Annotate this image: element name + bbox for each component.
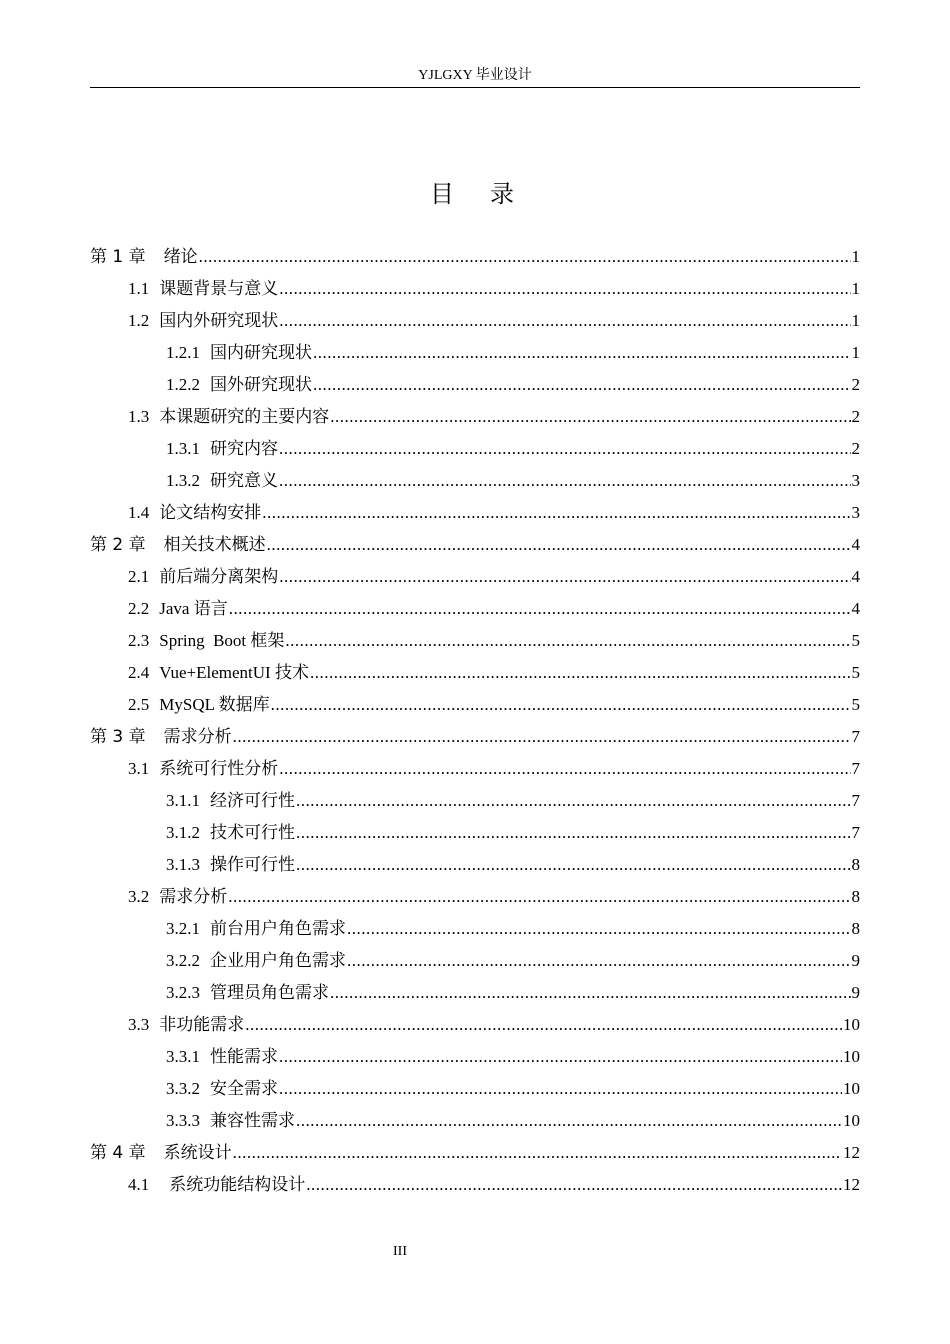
toc-section-entry[interactable] <box>90 465 860 497</box>
toc-entry-page-number: 12 <box>843 1143 860 1162</box>
toc-entry-label: 绪论 <box>163 247 198 267</box>
toc-entry-page-number: 10 <box>843 1047 860 1066</box>
toc-entry-label: Java 语言 <box>159 599 228 618</box>
toc-entry-page-number: 2 <box>851 439 860 458</box>
toc-dot-leader <box>279 273 850 305</box>
toc-entry-page-number: 9 <box>851 951 860 970</box>
toc-entry-number: 1.1 <box>128 279 150 298</box>
toc-dot-leader <box>233 1137 842 1169</box>
toc-entry-label: 管理员角色需求 <box>210 983 329 1002</box>
toc-dot-leader <box>271 689 851 721</box>
toc-entry-number: 第 2 章 <box>90 535 146 555</box>
toc-entry-page-number: 1 <box>851 311 860 330</box>
toc-entry-number: 3.3.2 <box>166 1079 200 1098</box>
toc-entry-page-number: 8 <box>851 887 860 906</box>
toc-entry-page-number: 4 <box>851 599 860 618</box>
toc-entry-number: 3.3.1 <box>166 1047 200 1066</box>
toc-entry-page-number: 12 <box>843 1175 860 1194</box>
toc-dot-leader <box>267 529 851 561</box>
toc-dot-leader <box>296 817 851 849</box>
toc-entry-label: 国外研究现状 <box>210 375 312 394</box>
toc-dot-leader <box>279 305 850 337</box>
toc-entry-label: 需求分析 <box>159 887 228 906</box>
toc-entry-number: 3.1.2 <box>166 823 200 842</box>
toc-chapter-entry[interactable] <box>90 1137 860 1169</box>
toc-entry-label: 本课题研究的主要内容 <box>159 407 330 426</box>
toc-entry-label: 相关技术概述 <box>163 535 266 555</box>
toc-entry-label: Spring Boot 框架 <box>159 631 285 650</box>
toc-entry-number: 1.2 <box>128 311 150 330</box>
toc-entry-page-number: 2 <box>851 407 860 426</box>
toc-entry-label: 安全需求 <box>210 1079 278 1098</box>
toc-entry-page-number: 1 <box>851 279 860 298</box>
toc-entry-number: 第 3 章 <box>90 727 146 747</box>
toc-entry-label: Vue+ElementUI 技术 <box>159 663 309 682</box>
toc-chapter-entry[interactable] <box>90 721 860 753</box>
toc-section-entry[interactable] <box>90 625 860 657</box>
toc-section-entry[interactable] <box>90 849 860 881</box>
page-number-footer: III <box>393 1244 407 1259</box>
toc-entry-label: 前后端分离架构 <box>159 567 279 586</box>
toc-dot-leader <box>310 657 851 689</box>
toc-section-entry[interactable] <box>90 401 860 433</box>
toc-entry-label: 兼容性需求 <box>210 1111 295 1130</box>
toc-entry-page-number: 3 <box>851 503 860 522</box>
toc-section-entry[interactable] <box>90 305 860 337</box>
toc-entry-label: 前台用户角色需求 <box>210 919 346 938</box>
toc-entry-number: 3.3.3 <box>166 1111 200 1130</box>
toc-entry-page-number: 7 <box>851 727 860 746</box>
table-of-contents <box>90 241 860 1201</box>
toc-dot-leader <box>330 977 851 1009</box>
toc-dot-leader <box>279 465 851 497</box>
toc-entry-page-number: 4 <box>851 535 860 554</box>
toc-entry-page-number: 9 <box>851 983 860 1002</box>
toc-dot-leader <box>296 849 851 881</box>
toc-dot-leader <box>229 593 851 625</box>
toc-entry-number: 1.2.1 <box>166 343 200 362</box>
toc-entry-label: 国内研究现状 <box>210 343 312 362</box>
toc-section-entry[interactable] <box>90 753 860 785</box>
toc-entry-label: 经济可行性 <box>210 791 295 810</box>
toc-section-entry[interactable] <box>90 817 860 849</box>
toc-entry-page-number: 10 <box>843 1079 860 1098</box>
toc-chapter-entry[interactable] <box>90 529 860 561</box>
toc-entry-number: 2.1 <box>128 567 150 586</box>
toc-section-entry[interactable] <box>90 1169 860 1201</box>
toc-entry-label: 系统可行性分析 <box>159 759 279 778</box>
page-header: YJLGXY 毕业设计 <box>90 66 860 88</box>
toc-entry-number: 3.1.3 <box>166 855 200 874</box>
toc-dot-leader <box>245 1009 842 1041</box>
toc-entry-label: 系统功能结构设计 <box>169 1175 306 1194</box>
toc-entry-number: 第 1 章 <box>90 247 146 267</box>
toc-entry-number: 1.2.2 <box>166 375 200 394</box>
toc-dot-leader <box>262 497 850 529</box>
toc-section-entry[interactable] <box>90 369 860 401</box>
toc-entry-number: 3.1 <box>128 759 150 778</box>
toc-dot-leader <box>330 401 850 433</box>
toc-entry-number: 3.2 <box>128 887 150 906</box>
toc-entry-number: 3.3 <box>128 1015 150 1034</box>
toc-section-entry[interactable] <box>90 785 860 817</box>
toc-dot-leader <box>296 785 851 817</box>
toc-entry-page-number: 10 <box>843 1015 860 1034</box>
toc-entry-page-number: 7 <box>851 823 860 842</box>
toc-section-entry[interactable] <box>90 913 860 945</box>
toc-dot-leader <box>279 753 850 785</box>
toc-entry-number: 3.2.3 <box>166 983 200 1002</box>
toc-chapter-entry[interactable] <box>90 241 860 273</box>
toc-dot-leader <box>347 913 851 945</box>
toc-entry-page-number: 8 <box>851 919 860 938</box>
toc-entry-number: 3.2.1 <box>166 919 200 938</box>
toc-section-entry[interactable] <box>90 945 860 977</box>
toc-entry-label: 企业用户角色需求 <box>210 951 346 970</box>
toc-section-entry[interactable] <box>90 1041 860 1073</box>
toc-dot-leader <box>313 337 851 369</box>
toc-entry-number: 2.2 <box>128 599 150 618</box>
toc-section-entry[interactable] <box>90 433 860 465</box>
toc-dot-leader <box>296 1105 842 1137</box>
toc-entry-page-number: 4 <box>851 567 860 586</box>
toc-section-entry[interactable] <box>90 1009 860 1041</box>
toc-section-entry[interactable] <box>90 881 860 913</box>
toc-dot-leader <box>233 721 851 753</box>
toc-section-entry[interactable] <box>90 561 860 593</box>
toc-entry-number: 第 4 章 <box>90 1143 146 1163</box>
toc-entry-page-number: 2 <box>851 375 860 394</box>
toc-section-entry[interactable] <box>90 1073 860 1105</box>
toc-dot-leader <box>306 1169 842 1201</box>
toc-section-entry[interactable] <box>90 689 860 721</box>
toc-entry-page-number: 1 <box>851 343 860 362</box>
toc-entry-label: 技术可行性 <box>210 823 295 842</box>
toc-entry-number: 3.1.1 <box>166 791 200 810</box>
toc-entry-page-number: 5 <box>851 695 860 714</box>
toc-dot-leader <box>279 433 851 465</box>
toc-dot-leader <box>285 625 850 657</box>
toc-entry-label: MySQL 数据库 <box>159 695 270 714</box>
toc-section-entry[interactable] <box>90 497 860 529</box>
toc-entry-label: 论文结构安排 <box>159 503 262 522</box>
toc-entry-label: 研究内容 <box>210 439 278 458</box>
toc-entry-label: 操作可行性 <box>210 855 295 874</box>
toc-entry-number: 1.3.2 <box>166 471 200 490</box>
toc-entry-label: 国内外研究现状 <box>159 311 279 330</box>
toc-entry-label: 需求分析 <box>163 727 232 747</box>
toc-dot-leader <box>313 369 851 401</box>
toc-entry-number: 4.1 <box>128 1175 150 1194</box>
toc-dot-leader <box>347 945 851 977</box>
toc-section-entry[interactable] <box>90 273 860 305</box>
toc-entry-page-number: 8 <box>851 855 860 874</box>
toc-section-entry[interactable] <box>90 1105 860 1137</box>
toc-entry-number: 3.2.2 <box>166 951 200 970</box>
toc-section-entry[interactable] <box>90 337 860 369</box>
toc-entry-number: 2.4 <box>128 663 150 682</box>
toc-section-entry[interactable] <box>90 657 860 689</box>
toc-entry-number: 1.3.1 <box>166 439 200 458</box>
toc-entry-page-number: 7 <box>851 791 860 810</box>
toc-dot-leader <box>228 881 850 913</box>
toc-entry-page-number: 10 <box>843 1111 860 1130</box>
toc-entry-label: 性能需求 <box>210 1047 278 1066</box>
toc-entry-page-number: 3 <box>851 471 860 490</box>
toc-entry-number: 1.3 <box>128 407 150 426</box>
toc-entry-page-number: 1 <box>851 247 860 266</box>
toc-section-entry[interactable] <box>90 593 860 625</box>
toc-dot-leader <box>199 241 851 273</box>
toc-dot-leader <box>279 1073 842 1105</box>
toc-entry-label: 研究意义 <box>210 471 278 490</box>
toc-entry-number: 2.3 <box>128 631 150 650</box>
toc-dot-leader <box>279 561 850 593</box>
toc-entry-page-number: 5 <box>851 631 860 650</box>
toc-entry-number: 2.5 <box>128 695 150 714</box>
toc-entry-number: 1.4 <box>128 503 150 522</box>
toc-dot-leader <box>279 1041 842 1073</box>
toc-entry-label: 非功能需求 <box>159 1015 245 1034</box>
toc-entry-page-number: 5 <box>851 663 860 682</box>
toc-entry-label: 系统设计 <box>163 1143 232 1163</box>
toc-title: 目录 <box>430 180 550 208</box>
toc-entry-page-number: 7 <box>851 759 860 778</box>
toc-entry-label: 课题背景与意义 <box>159 279 279 298</box>
toc-section-entry[interactable] <box>90 977 860 1009</box>
